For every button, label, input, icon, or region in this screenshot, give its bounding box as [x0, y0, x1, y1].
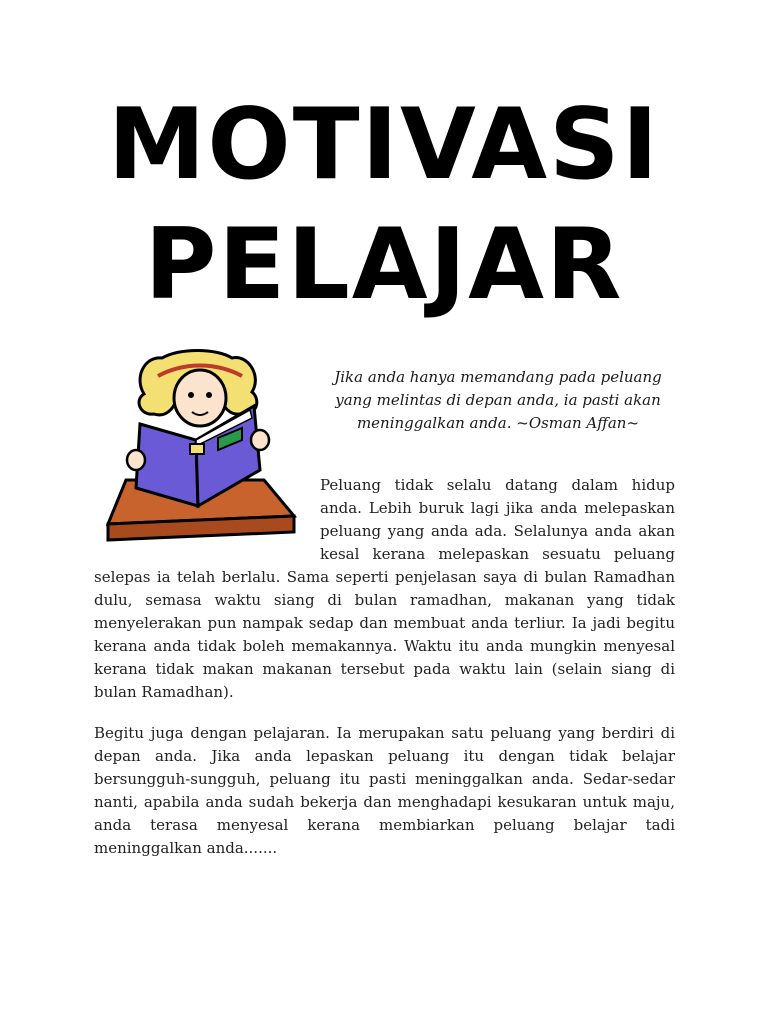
title-line-1: MOTIVASI: [107, 88, 661, 202]
book-spine-label: [190, 444, 204, 454]
illustration-spacer: [94, 474, 320, 566]
quote-text: Jika anda hanya memandang pada peluang yang melintas di depan anda, ia pasti akan meninggalkan anda. ~Osman Affan~: [334, 368, 662, 432]
face: [174, 370, 226, 426]
paragraph-1-block: [94, 474, 675, 704]
right-hand: [251, 430, 269, 450]
title-line-2: PELAJAR: [144, 208, 624, 322]
left-hand: [127, 450, 145, 470]
paragraph-2: Begitu juga dengan pelajaran. Ia merupakan satu peluang yang berdiri di depan anda. Jika anda lepaskan peluang itu dengan tidak belajar bersungguh-sungguh, peluang itu pasti meninggalkan anda. Sedar-sedar nanti, apabila anda sudah bekerja dan menghadapi kesukaran untuk maju, anda terasa menyesal kerana membiarkan peluang belajar tadi meninggalkan anda.......: [94, 724, 675, 857]
left-eye: [188, 392, 194, 398]
right-eye: [206, 392, 212, 398]
paragraph-1: Peluang tidak selalu datang dalam hidup anda. Lebih buruk lagi jika anda melepaskan peluang yang anda ada. Selalunya anda akan kesal kerana melepaskan sesuatu peluang selepas ia telah berlalu. Sama seperti penjelasan saya di bulan Ramadhan dulu, semasa waktu siang di bulan ramadhan, makanan yang tidak menyelerakan pun nampak sedap dan membuat anda terliur. Ia jadi begitu kerana anda tidak boleh memakannya. Waktu itu anda mungkin menyesal kerana tidak makan makanan tersebut pada waktu lain (selain siang di bulan Ramadhan).: [94, 476, 675, 701]
